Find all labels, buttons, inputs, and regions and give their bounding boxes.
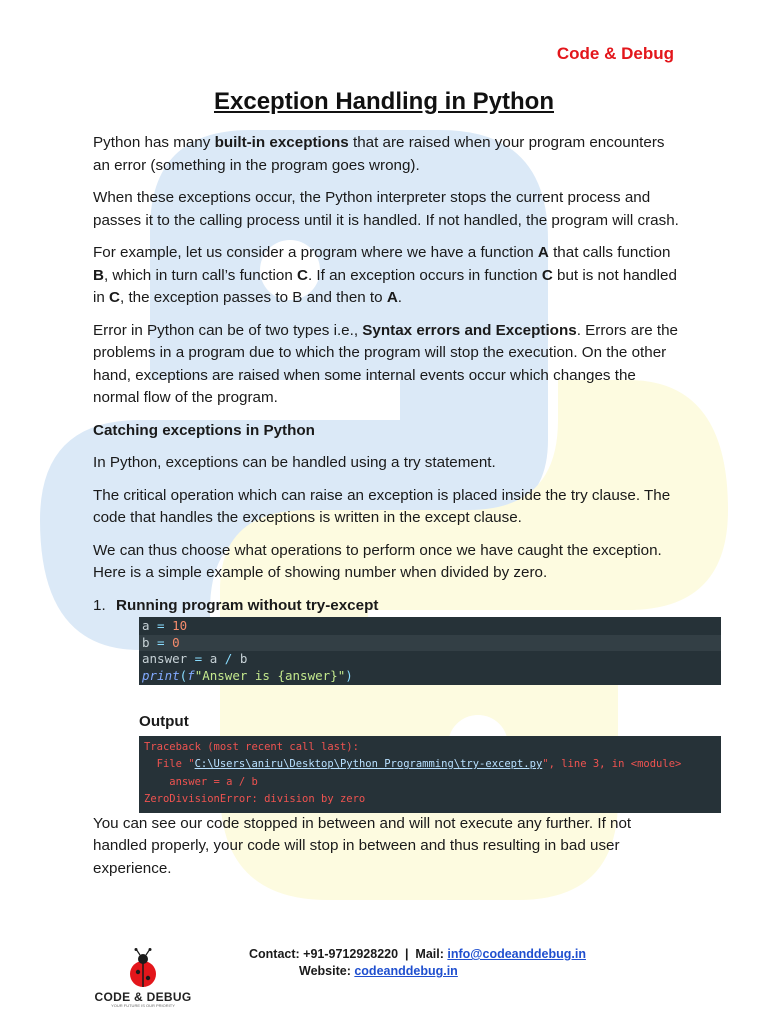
logo-tagline: YOUR FUTURE IS OUR PRIORITY (111, 1003, 175, 1008)
code-line: b = 0 (139, 635, 721, 652)
company-logo (94, 948, 192, 1006)
email-link[interactable]: info@codeanddebug.in (447, 947, 586, 961)
list-number: 1. (93, 596, 106, 614)
output-line: answer = a / b (144, 775, 258, 788)
website-link[interactable]: codeanddebug.in (354, 964, 458, 978)
document-body (93, 132, 683, 890)
code-line: print(f"Answer is {answer}") (142, 667, 353, 683)
list-item-running-program (93, 595, 683, 618)
paragraph-conclusion: You can see our code stopped in between and will not execute any further. If not handled properly, your code will stop in between and thus resulting in bad user experience. (93, 814, 632, 877)
website-line: Website: codeanddebug.in (299, 964, 458, 978)
output-line: File "C:\Users\aniru\Desktop\Python Programming\try-except.py", line 3, in <module> (144, 758, 682, 770)
output-block (139, 736, 721, 813)
output-line: Traceback (most recent call last): (144, 740, 359, 753)
file-path-link[interactable]: C:\Users\aniru\Desktop\Python Programming\try-except.py (194, 758, 543, 770)
paragraph-critical-operation: The critical operation which can raise an exception is placed inside the try clause. The code that handles the exceptions is written in the except clause. (93, 486, 671, 526)
paragraph-try-statement: In Python, exceptions can be handled using a try statement. (93, 454, 496, 471)
output-label: Output (139, 713, 189, 730)
logo-text: CODE & DEBUG (94, 990, 192, 1004)
list-item-label: Running program without try-except (116, 596, 379, 614)
paragraph-example: For example, let us consider a program where we have a function A that calls function B, which in turn call’s function C. If an exception occurs in function C but is not handled in C, the exception passes to B and then to A. (93, 244, 677, 306)
ladybug-icon (94, 948, 192, 990)
subheading-catching: Catching exceptions in Python (93, 421, 315, 439)
paragraph-interpreter: When these exceptions occur, the Python interpreter stops the current process and passes it to the calling process until it is handled. If not handled, the program will crash. (93, 189, 679, 229)
page-title: Exception Handling in Python (213, 88, 554, 115)
paragraph-error-types: Error in Python can be of two types i.e., Syntax errors and Exceptions. Errors are the problems in a program due to which the program will stop the execution. On the other hand, exceptions are raised when some internal events occur which changes the normal flow of the program. (93, 321, 678, 406)
contact-line: Contact: +91-9712928220 | Mail: info@codeanddebug.in (249, 947, 586, 961)
paragraph-choose-operations: We can thus choose what operations to perform once we have caught the exception. Here is a simple example of showing number when divided by zero. (93, 541, 662, 581)
paragraph-intro: Python has many built-in exceptions that are raised when your program encounters an error (something in the program goes wrong). (93, 134, 665, 174)
code-line: a = 10 (142, 618, 188, 633)
brand-name: Code & Debug (556, 44, 674, 63)
code-line: answer = a / b (142, 651, 248, 666)
output-line: ZeroDivisionError: division by zero (144, 793, 366, 805)
code-block (139, 617, 721, 685)
